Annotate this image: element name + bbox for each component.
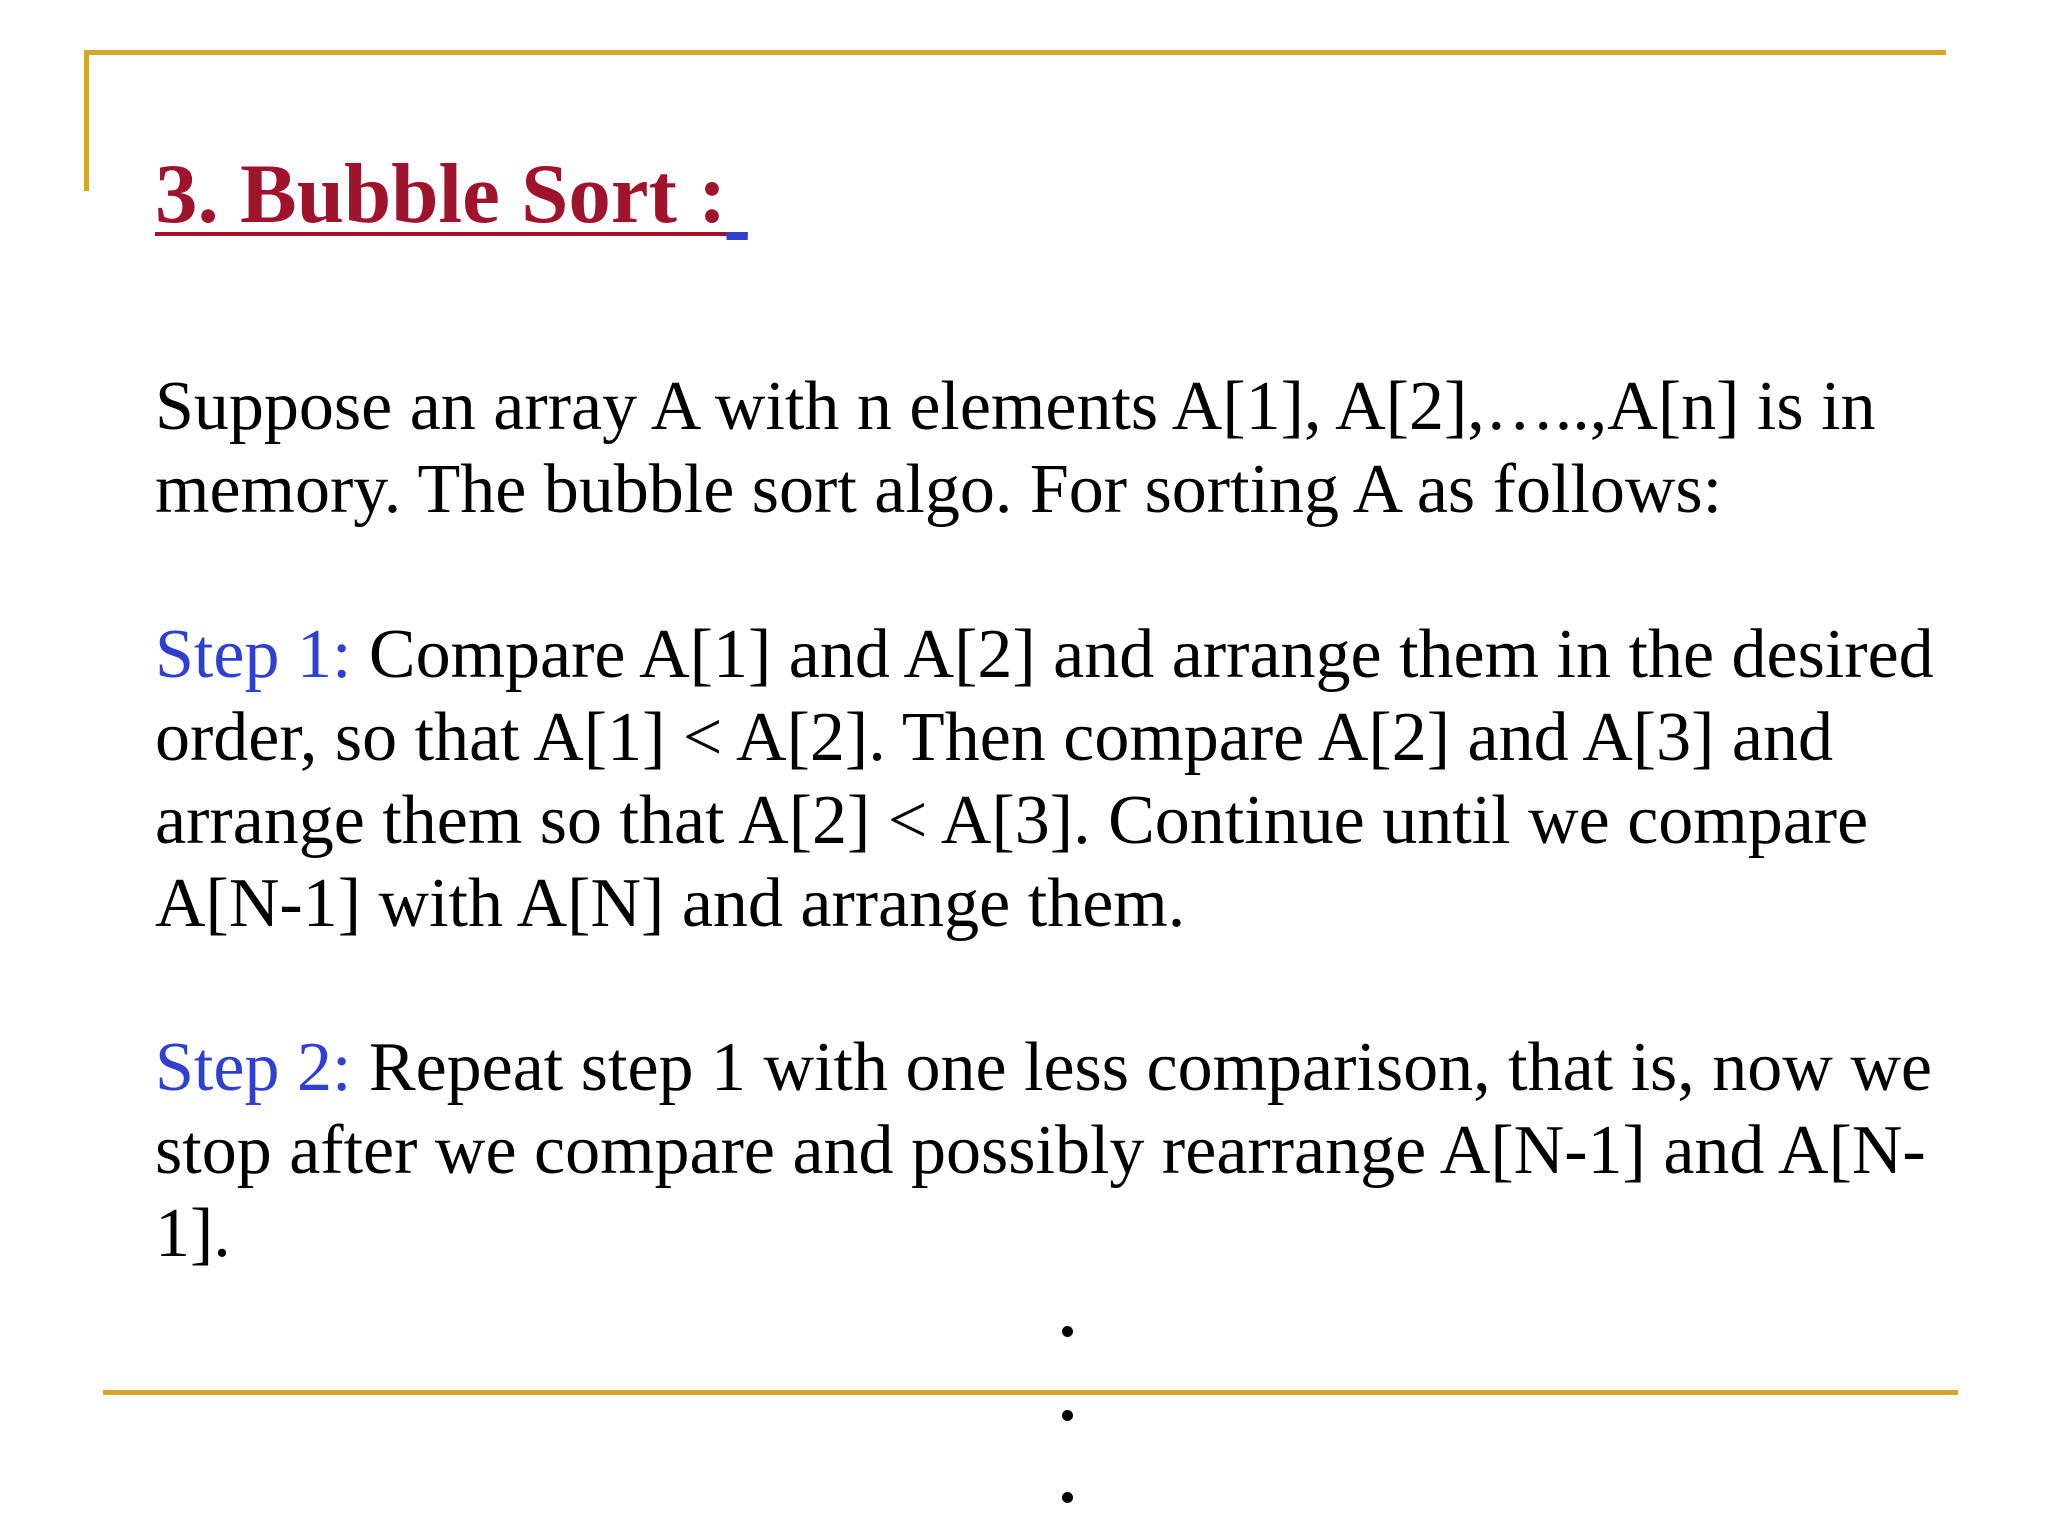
step-2-paragraph <box>155 1026 1932 1275</box>
step-1-text: Compare A[1] and A[2] and arrange them in the desired <box>351 616 1934 693</box>
step-1-line: A[N-1] with A[N] and arrange them. <box>155 865 1186 942</box>
ellipsis-dot <box>1062 1492 1073 1503</box>
step-2-line: stop after we compare and possibly rearrange A[N-1] and A[N- <box>155 1112 1926 1189</box>
slide-title <box>155 147 748 241</box>
slide-title-tail <box>726 147 747 241</box>
step-2-label: Step 2: <box>155 1029 352 1106</box>
step-2-first-line <box>155 1026 1932 1109</box>
step-1-line: arrange them so that A[2] < A[3]. Continue until we compare <box>155 782 1869 859</box>
slide-title-text: 3. Bubble Sort : <box>155 147 727 241</box>
bottom-rule <box>103 1390 1958 1395</box>
ellipsis-dot <box>1062 1326 1073 1337</box>
step-2-line: 1]. <box>155 1195 231 1272</box>
intro-line: Suppose an array A with n elements A[1], A[2],…..,A[n] is in <box>155 368 1876 445</box>
step-2-text: Repeat step 1 with one less comparison, that is, now we <box>351 1029 1932 1106</box>
ellipsis-dot <box>1062 1410 1073 1421</box>
left-rule <box>84 50 89 191</box>
top-rule <box>84 50 1946 55</box>
step-1-label: Step 1: <box>155 616 352 693</box>
intro-line: memory. The bubble sort algo. For sorting A as follows: <box>155 451 1723 528</box>
step-1-line: order, so that A[1] < A[2]. Then compare A[2] and A[3] and <box>155 699 1833 776</box>
intro-paragraph <box>155 365 1876 531</box>
step-1-first-line <box>155 613 1934 696</box>
step-1-paragraph <box>155 613 1934 945</box>
